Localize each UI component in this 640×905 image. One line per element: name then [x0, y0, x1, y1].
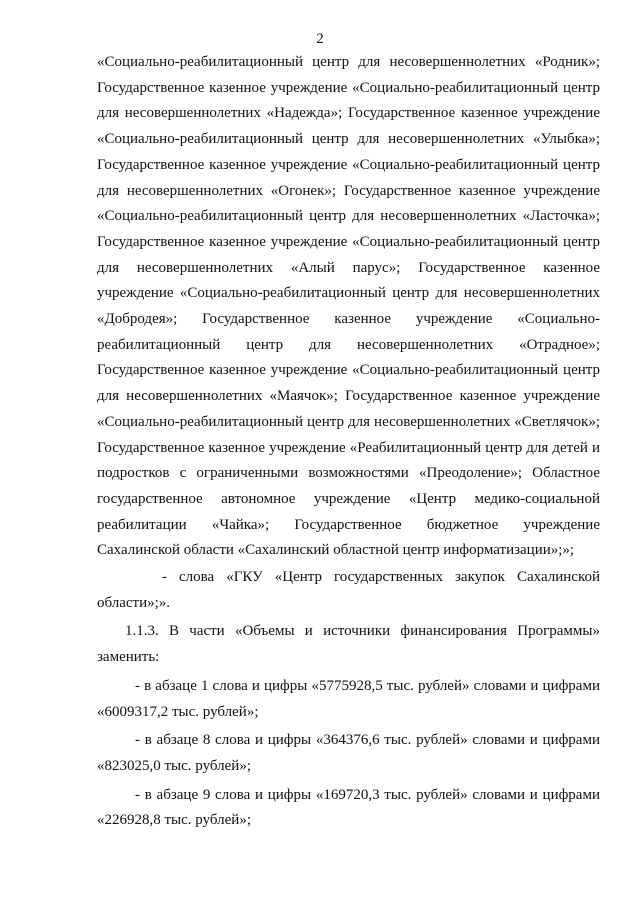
paragraph-amendment-abzac-8: - в абзаце 8 слова и цифры «364376,6 тыс. рублей» словами и цифрами «823025,0 тыс. рублей»; [97, 732, 600, 774]
paragraph-institution-list: «Социально-реабилитационный центр для несовершеннолетних «Родник»; Государственное казенное учреждение «Социально-реабилитационный центр для несовершеннолетних «Надежда»; Государственное казенное учреждение «Социально-реабилитационный центр для несовершеннолетних «Улыбка»; Государственное казенное учреждение «Социально-реабилитационный центр для несовершеннолетних «Огонек»; Государственное казенное учреждение «Социально-реабилитационный центр для несовершеннолетних «Ласточка»; Государственное казенное учреждение «Социально-реабилитационный центр для несовершеннолетних «Алый парус»; Государственное казенное учреждение «Социально-реабилитационный центр для несовершеннолетних «Добродея»; Государственное казенное учреждение «Социально-реабилитационный центр для несовершеннолетних «Отрадное»; Государственное казенное учреждение «Социально-реабилитационный центр для несовершеннолетних «Маячок»; Государственное казенное учреждение «Социально-реабилитационный центр для несовершеннолетних «Светлячок»; Государственное казенное учреждение «Реабилитационный центр для детей и подростков с ограниченными возможностями «Преодоление»; Областное государственное автономное учреждение «Центр медико-социальной реабилитации «Чайка»; Государственное бюджетное учреждение Сахалинской области «Сахалинский областной центр информатизации»;»; [97, 54, 600, 559]
paragraph-words-removal: - слова «ГКУ «Центр государственных закупок Сахалинской области»;». [97, 569, 600, 611]
paragraph-section-1-1-3: 1.1.3. В части «Объемы и источники финансирования Программы» заменить: [97, 623, 600, 666]
document-body [97, 50, 600, 834]
paragraph-amendment-abzac-1: - в абзаце 1 слова и цифры «5775928,5 тыс. рублей» словами и цифрами «6009317,2 тыс. рублей»; [97, 677, 600, 720]
paragraph-amendment-abzac-9: - в абзаце 9 слова и цифры «169720,3 тыс. рублей» словами и цифрами «226928,8 тыс. рублей»; [97, 786, 600, 829]
page-number: 2 [316, 31, 324, 47]
